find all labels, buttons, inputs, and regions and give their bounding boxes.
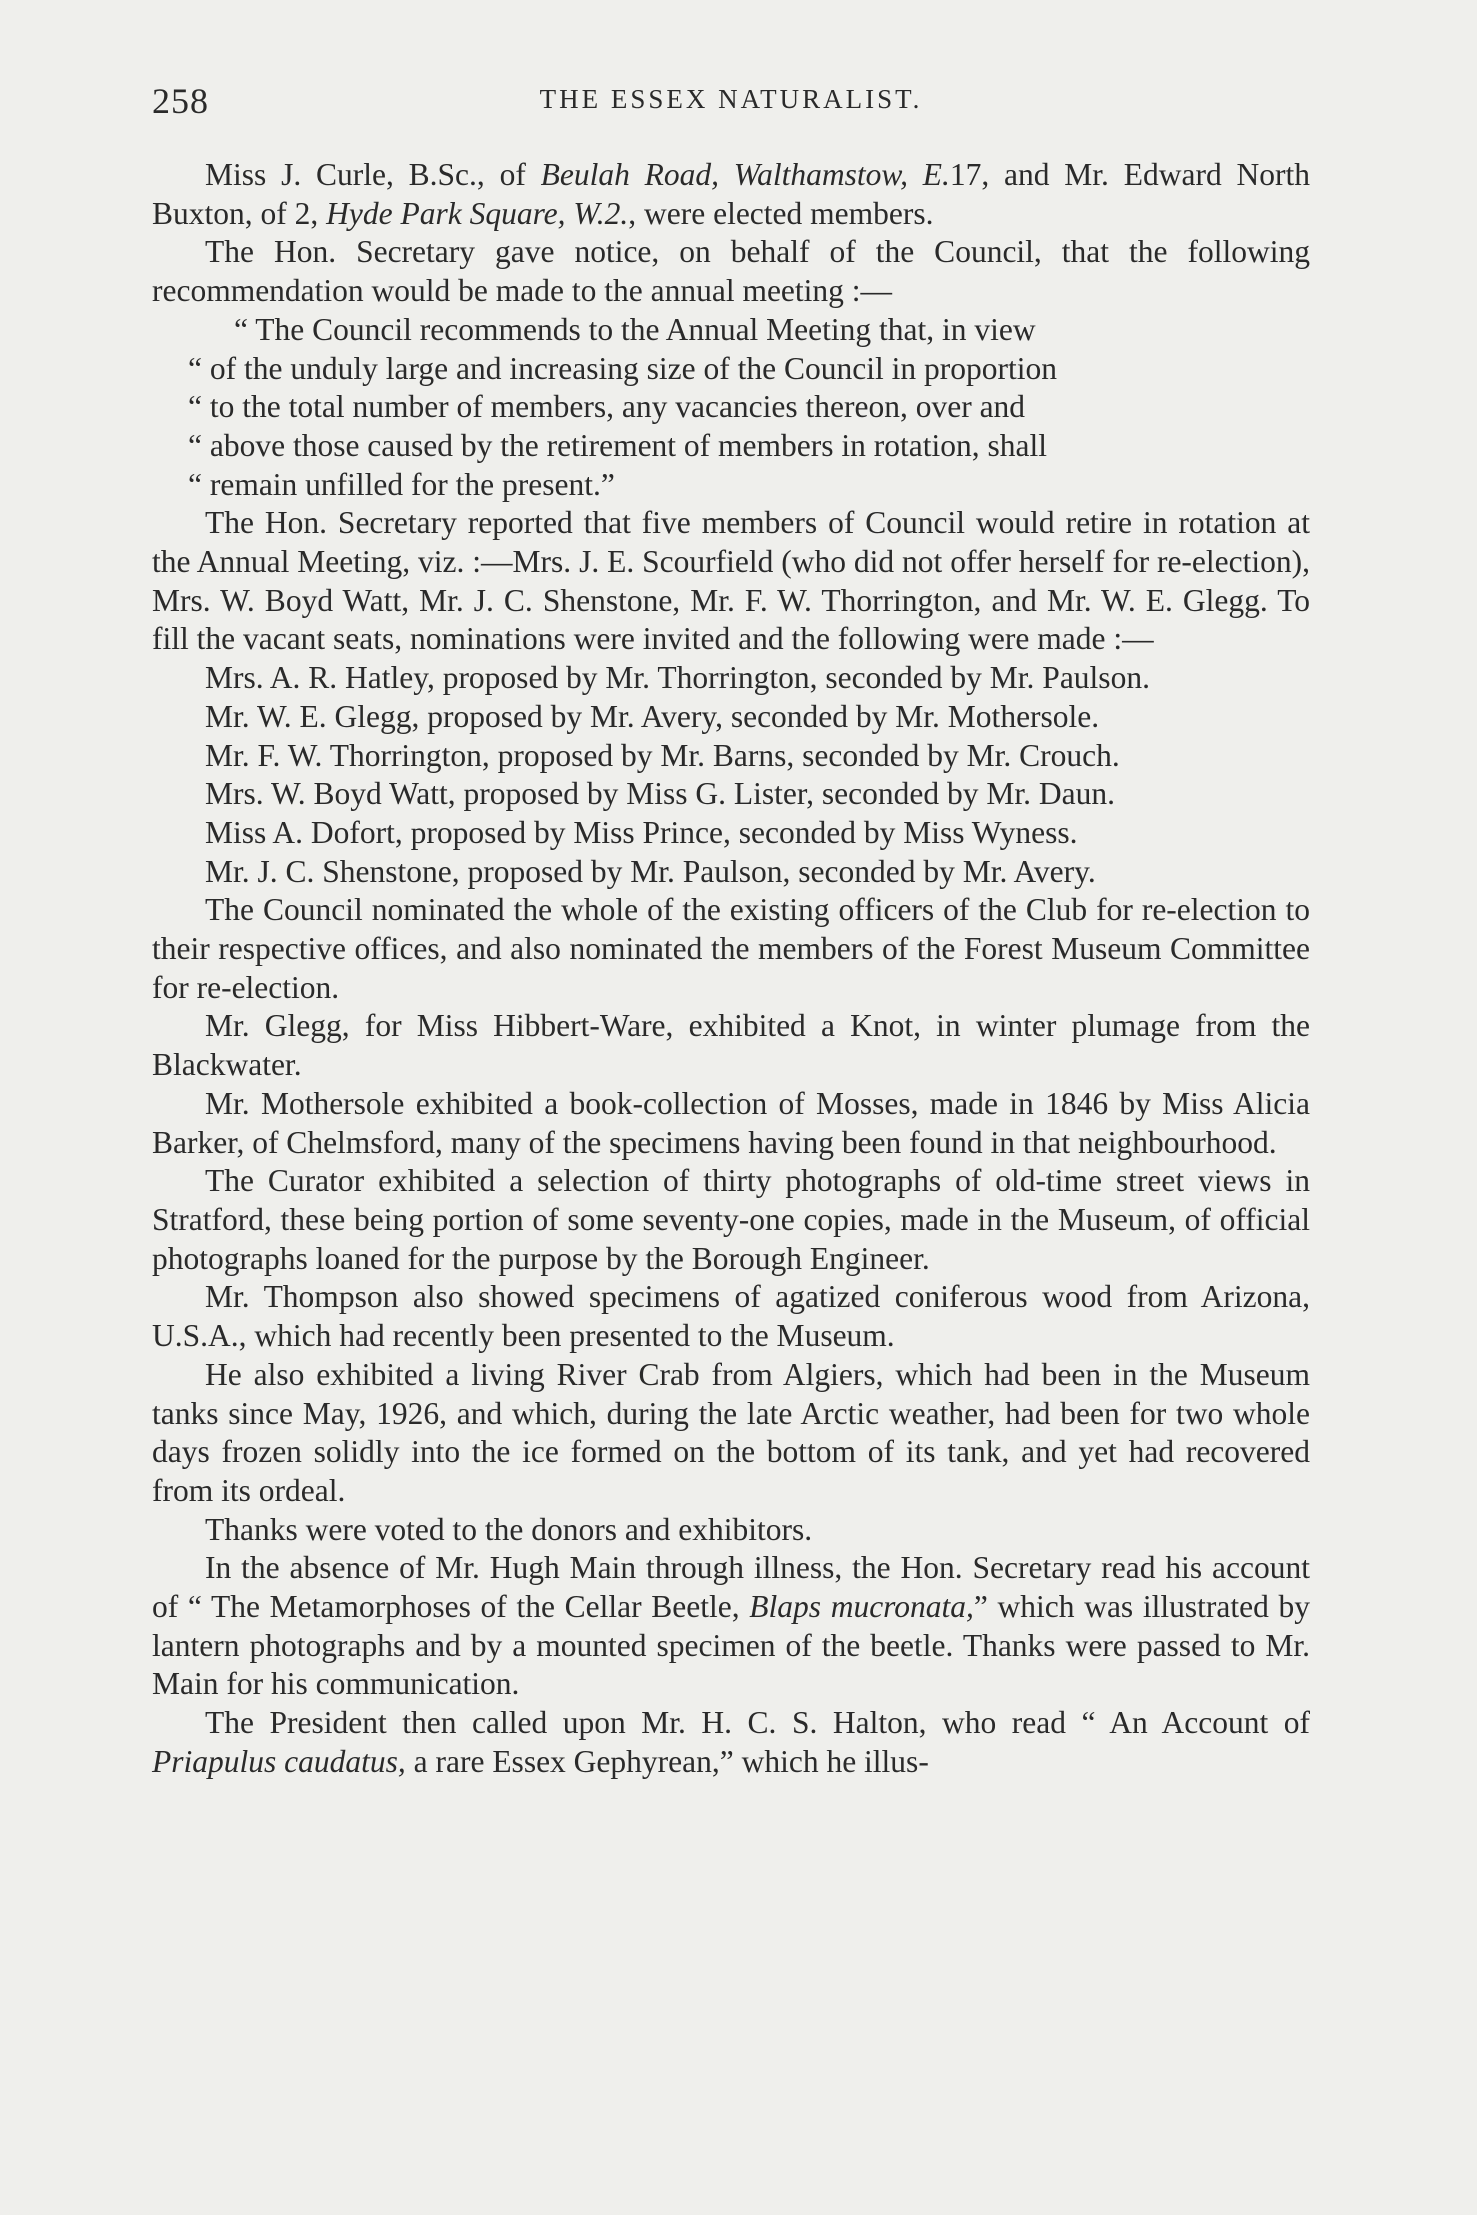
page-header — [152, 80, 1310, 128]
nomination-entry: Mrs. W. Boyd Watt, proposed by Miss G. Lister, seconded by Mr. Daun. — [205, 776, 1115, 812]
nomination-entry: Mrs. A. R. Hatley, proposed by Mr. Thorrington, seconded by Mr. Paulson. — [205, 660, 1150, 696]
nomination-entry: Miss A. Dofort, proposed by Miss Prince, seconded by Miss Wyness. — [205, 814, 1078, 850]
quoted-recommendation-line: “ remain unfilled for the present.” — [188, 466, 615, 502]
paragraph: Mr. Mothersole exhibited a book-collection of Mosses, made in 1846 by Miss Alicia Barker, of Chelmsford, many of the specimens having been found in that neighbourhood. — [152, 1085, 1310, 1160]
paragraph: The Curator exhibited a selection of thirty photographs of old-time street views in Stratford, these being portion of some seventy-one copies, made in the Museum, of official photographs loaned for the purpose by the Borough Engineer. — [152, 1163, 1310, 1276]
paragraph: The President then called upon Mr. H. C. S. Halton, who read “ An Account of Priapulus caudatus, a rare Essex Gephyrean,” which he illus- — [152, 1705, 1310, 1779]
nomination-entry: Mr. W. E. Glegg, proposed by Mr. Avery, seconded by Mr. Mothersole. — [205, 698, 1100, 734]
quoted-recommendation-line: “ of the unduly large and increasing size of the Council in proportion — [188, 350, 1057, 386]
running-title: THE ESSEX NATURALIST. — [539, 84, 923, 114]
paragraph: The Hon. Secretary gave notice, on behalf of the Council, that the following recommendation would be made to the annual meeting :— — [152, 234, 1310, 309]
paragraph: Mr. Thompson also showed specimens of agatized coniferous wood from Arizona, U.S.A., which had recently been presented to the Museum. — [152, 1279, 1310, 1354]
quoted-recommendation-line: “ The Council recommends to the Annual Meeting that, in view — [234, 311, 1036, 347]
nomination-entry: Mr. J. C. Shenstone, proposed by Mr. Paulson, seconded by Mr. Avery. — [205, 853, 1096, 889]
quoted-recommendation-line: “ above those caused by the retirement of members in rotation, shall — [188, 427, 1047, 463]
quoted-recommendation-line: “ to the total number of members, any vacancies thereon, over and — [188, 389, 1026, 425]
paragraph: Mr. Glegg, for Miss Hibbert-Ware, exhibited a Knot, in winter plumage from the Blackwater. — [152, 1008, 1310, 1083]
paragraph: Miss J. Curle, B.Sc., of Beulah Road, Walthamstow, E.17, and Mr. Edward North Buxton, of 2, Hyde Park Square, W.2., were elected members. — [152, 157, 1310, 231]
body-text — [152, 156, 1310, 1782]
paragraph: Thanks were voted to the donors and exhibitors. — [205, 1511, 813, 1547]
paragraph: He also exhibited a living River Crab from Algiers, which had been in the Museum tanks since May, 1926, and which, during the late Arctic weather, had been for two whole days frozen solidly into the ice formed on the bottom of its tank, and yet had recovered from its ordeal. — [152, 1356, 1310, 1508]
page-number: 258 — [152, 81, 209, 121]
nomination-entry: Mr. F. W. Thorrington, proposed by Mr. Barns, seconded by Mr. Crouch. — [205, 737, 1120, 773]
paragraph: The Hon. Secretary reported that five members of Council would retire in rotation at the Annual Meeting, viz. :—Mrs. J. E. Scourfield (who did not offer herself for re-election), Mrs. W. Boyd Watt, Mr. J. C. Shenstone, Mr. F. W. Thorrington, and Mr. W. E. Glegg. To fill the vacant seats, nominations were invited and the following were made :— — [152, 505, 1310, 657]
paragraph: In the absence of Mr. Hugh Main through illness, the Hon. Secretary read his account of “ The Metamorphoses of the Cellar Beetle, Blaps mucronata,” which was illustrated by lantern photographs and by a mounted specimen of the beetle. Thanks were passed to Mr. Main for his communication. — [152, 1550, 1311, 1702]
paragraph: The Council nominated the whole of the existing officers of the Club for re-election to their respective offices, and also nominated the members of the Forest Museum Committee for re-election. — [152, 892, 1310, 1005]
